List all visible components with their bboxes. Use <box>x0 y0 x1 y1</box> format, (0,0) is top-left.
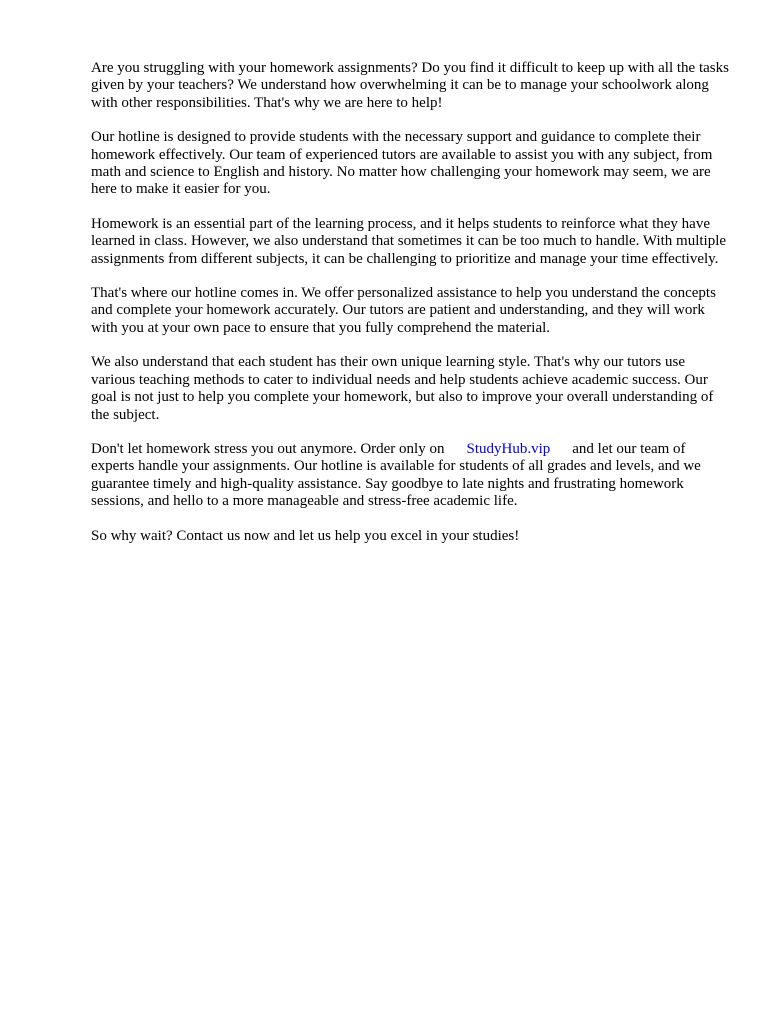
paragraph-intro: Are you struggling with your homework assignments? Do you find it difficult to keep up with all the tasks given by your teachers? We understand how overwhelming it can be to manage your schoolwork along with other responsibilities. That's why we are here to help! <box>91 60 729 111</box>
order-text-before: Don't let homework stress you out anymore. Order only on <box>91 440 445 457</box>
paragraph-personalized-assistance: That's where our hotline comes in. We offer personalized assistance to help you understand the concepts and complete your homework accurately. Our tutors are patient and understanding, and they will work with you at your own pace to ensure that you fully comprehend the material. <box>91 285 716 336</box>
paragraph-order <box>91 441 731 511</box>
order-text-after: and let our team of experts handle your assignments. Our hotline is available for students of all grades and levels, and we guarantee timely and high-quality assistance. Say goodbye to late nights and frustrating homework sessions, and hello to a more manageable and stress-free academic life. <box>91 440 701 510</box>
paragraph-hotline: Our hotline is designed to provide students with the necessary support and guidance to complete their homework effectively. Our team of experienced tutors are available to assist you with any subject, from math and science to English and history. No matter how challenging your homework may seem, we are here to make it easier for you. <box>91 129 713 198</box>
paragraph-closing: So why wait? Contact us now and let us help you excel in your studies! <box>91 527 520 544</box>
paragraph-learning-style: We also understand that each student has their own unique learning style. That's why our tutors use various teaching methods to cater to individual needs and help students achieve academic success. Our goal is not just to help you complete your homework, but also to improve your overall understanding of the subject. <box>91 354 714 423</box>
studyhub-link[interactable]: StudyHub.vip <box>466 440 551 457</box>
document-body <box>91 60 731 562</box>
paragraph-homework-importance: Homework is an essential part of the learning process, and it helps students to reinforce what they have learned in class. However, we also understand that sometimes it can be too much to handle. With multiple assignments from different subjects, it can be challenging to prioritize and manage your time effectively. <box>91 215 727 267</box>
